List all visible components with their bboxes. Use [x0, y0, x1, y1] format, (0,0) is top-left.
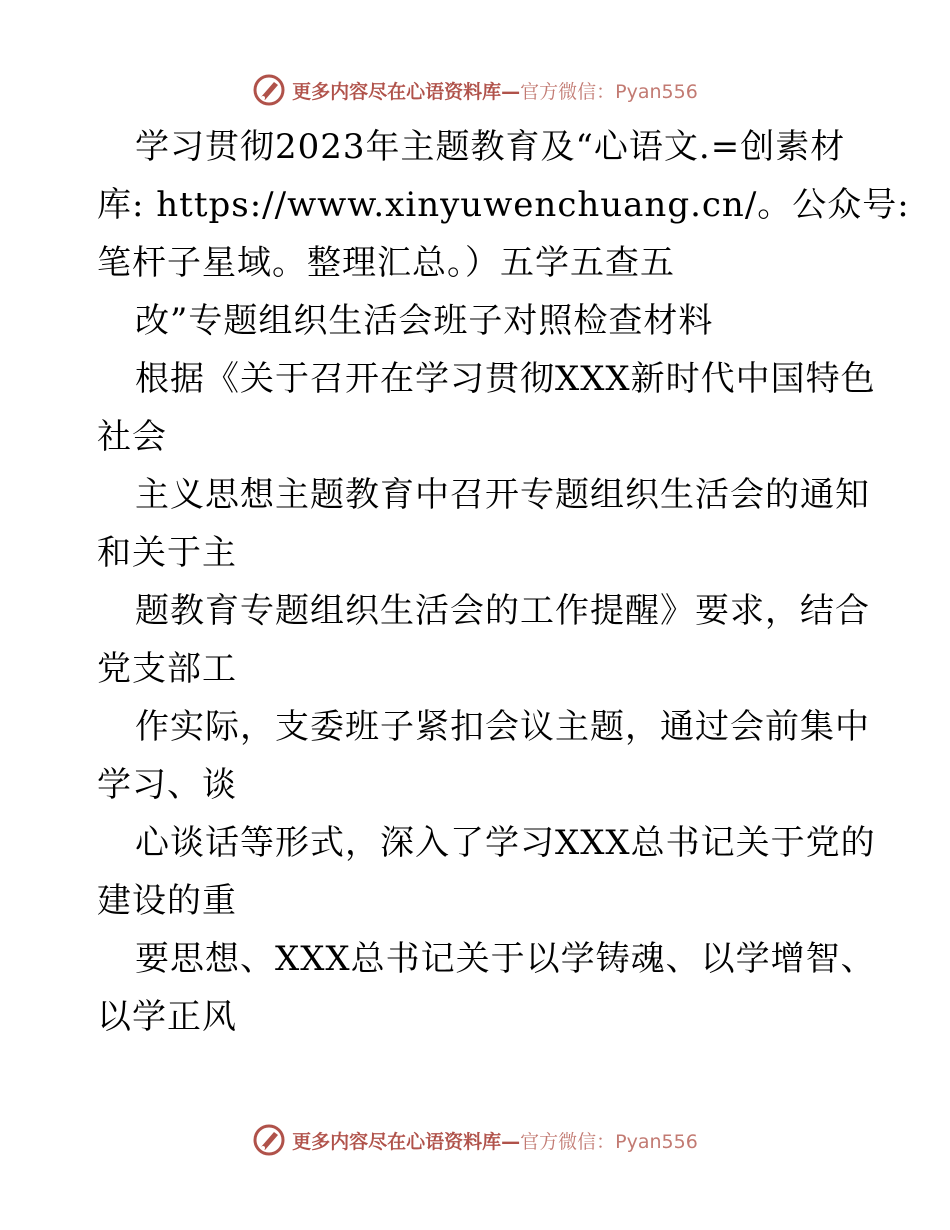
text-line: 库: https://www.xinyuwenchuang.cn/。公众号:	[97, 185, 910, 225]
text-line: 笔杆子星域。整理汇总。）五学五查五	[97, 243, 675, 283]
pen-logo-icon	[252, 1123, 286, 1157]
text-line: 学习、谈	[97, 765, 237, 805]
text-line: 学习贯彻2023年主题教育及“心语文.=创素材	[135, 127, 846, 167]
footer-watermark-text: 更多内容尽在心语资料库—官方微信：Pyan556	[292, 1130, 698, 1153]
text-line: 根据《关于召开在学习贯彻XXX新时代中国特色	[135, 359, 876, 399]
text-line: 以学正风	[97, 997, 237, 1037]
text-line: 要思想、XXX总书记关于以学铸魂、以学增智、	[135, 939, 876, 979]
header-watermark-text: 更多内容尽在心语资料库—官方微信：Pyan556	[292, 80, 698, 103]
text-line: 社会	[97, 417, 167, 457]
text-line: 主义思想主题教育中召开专题组织生活会的通知	[135, 475, 870, 515]
footer-watermark	[0, 1120, 950, 1160]
text-line: 心谈话等形式，深入了学习XXX总书记关于党的	[135, 823, 876, 863]
header-watermark	[0, 70, 950, 110]
text-line: 改”专题组织生活会班子对照检查材料	[135, 301, 714, 341]
text-line: 建设的重	[97, 881, 237, 921]
text-line: 作实际，支委班子紧扣会议主题，通过会前集中	[135, 707, 870, 747]
document-body	[97, 118, 910, 1046]
text-line: 党支部工	[97, 649, 237, 689]
pen-logo-icon	[252, 73, 286, 107]
text-line: 题教育专题组织生活会的工作提醒》要求，结合	[135, 591, 870, 631]
text-line: 和关于主	[97, 533, 237, 573]
